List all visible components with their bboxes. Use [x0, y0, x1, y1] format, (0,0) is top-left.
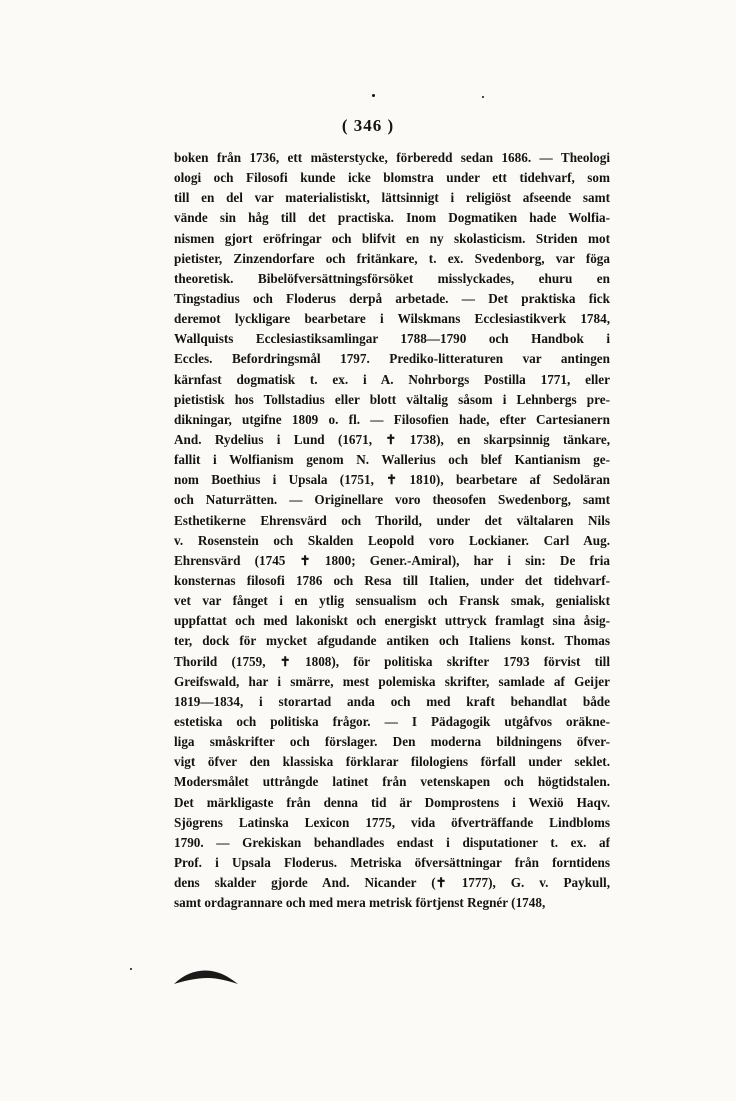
text-line: dens skalder gjorde And. Nicander (✝ 1777), G. v. Paykull, [174, 875, 610, 891]
text-line: deremot lyckligare bearbetare i Wilskmans Ecclesiastikverk 1784, [174, 311, 610, 327]
text-line: vet var fånget i en ytlig sensualism och Fransk smak, genialiskt [174, 593, 610, 609]
text-line: Thorild (1759, ✝ 1808), för politiska skrifter 1793 förvist till [174, 653, 610, 669]
text-line: uppfattat och med lakoniskt och energiskt uttryck framlagt sina åsig- [174, 613, 610, 629]
text-line: samt ordagrannare och med mera metrisk förtjenst Regnér (1748, [174, 895, 546, 911]
text-line: nom Boethius i Upsala (1751, ✝ 1810), bearbetare af Sedoläran [174, 472, 610, 488]
text-line: theoretisk. Bibelöfversättningsförsöket misslyckades, ehuru en [174, 270, 610, 286]
text-line: liga småskrifter och förslager. Den moderna bildningens öfver- [174, 734, 610, 750]
text-line: till en del var materialistiskt, lättsinnigt i religiöst afseende samt [174, 190, 610, 206]
text-line: estetiska och politiska frågor. — I Pädagogik utgåfvos oräkne- [174, 713, 610, 729]
ink-speck [130, 968, 132, 970]
text-line: kärnfast dogmatisk t. ex. i A. Nohrborgs Postilla 1771, eller [174, 371, 610, 387]
ink-smudge [172, 960, 242, 990]
text-line: boken från 1736, ett mästerstycke, förberedd sedan 1686. — Theologi [174, 150, 610, 165]
page-number: ( 346 ) [341, 116, 395, 135]
text-line: dikningar, utgifne 1809 o. fl. — Filosofien hade, efter Cartesianern [174, 411, 610, 427]
text-line: Esthetikerne Ehrensvärd och Thorild, under det vältalaren Nils [174, 512, 610, 528]
text-line: Prof. i Upsala Floderus. Metriska öfversättningar från forntidens [174, 854, 610, 870]
body-text [174, 148, 610, 913]
ink-speck [372, 94, 375, 97]
text-line: Wallquists Ecclesiastiksamlingar 1788—1790 och Handbok i [174, 331, 610, 347]
text-line: ter, dock för mycket afgudande antiken och Italiens konst. Thomas [174, 633, 610, 649]
text-line: Eccles. Befordringsmål 1797. Prediko-litteraturen var antingen [174, 351, 610, 367]
text-line: vände sin håg till det practiska. Inom Dogmatiken hade Wolfia- [174, 210, 610, 226]
text-line: And. Rydelius i Lund (1671, ✝ 1738), en skarpsinnig tänkare, [174, 431, 610, 447]
text-line: vigt öfver den klassiska förklarar filologiens förfall under seklet. [174, 754, 610, 770]
text-line: Sjögrens Latinska Lexicon 1775, vida öfverträffande Lindbloms [174, 814, 610, 830]
text-line: fallit i Wolfianism genom N. Wallerius och blef Kantianism ge- [174, 452, 610, 468]
text-line: 1790. — Grekiskan behandlades endast i disputationer t. ex. af [174, 834, 610, 850]
text-line: Det märkligaste från denna tid är Domprostens i Wexiö Haqv. [174, 794, 610, 810]
text-line: Tingstadius och Floderus derpå arbetade. — Det praktiska fick [174, 290, 610, 306]
text-line: ologi och Filosofi kunde icke blomstra under ett tidehvarf, som [174, 170, 610, 186]
text-line: och Naturrätten. — Originellare voro theosofen Swedenborg, samt [174, 492, 610, 508]
text-line: Ehrensvärd (1745 ✝ 1800; Gener.-Amiral), har i sin: De fria [174, 552, 610, 568]
text-line: nismen gjort eröfringar och blifvit en ny skolasticism. Striden mot [174, 230, 610, 246]
text-line: 1819—1834, i storartad anda och med kraft behandlat både [174, 693, 610, 709]
ink-speck [482, 96, 484, 98]
page-header [0, 116, 736, 136]
text-line: v. Rosenstein och Skalden Leopold voro Lockianer. Carl Aug. [174, 532, 610, 548]
text-line: Greifswald, har i smärre, mest polemiska skrifter, samlade af Geijer [174, 673, 610, 689]
text-line: pietister, Zinzendorfare och fritänkare, t. ex. Svedenborg, var föga [174, 250, 610, 266]
text-line: Modersmålet uttrångde latinet från vetenskapen och högtidstalen. [174, 774, 610, 790]
text-line: konsternas filosofi 1786 och Resa till Italien, under det tidehvarf- [174, 572, 610, 588]
text-line: pietistisk hos Tollstadius eller blott vältalig såsom i Lehnbergs pre- [174, 391, 610, 407]
